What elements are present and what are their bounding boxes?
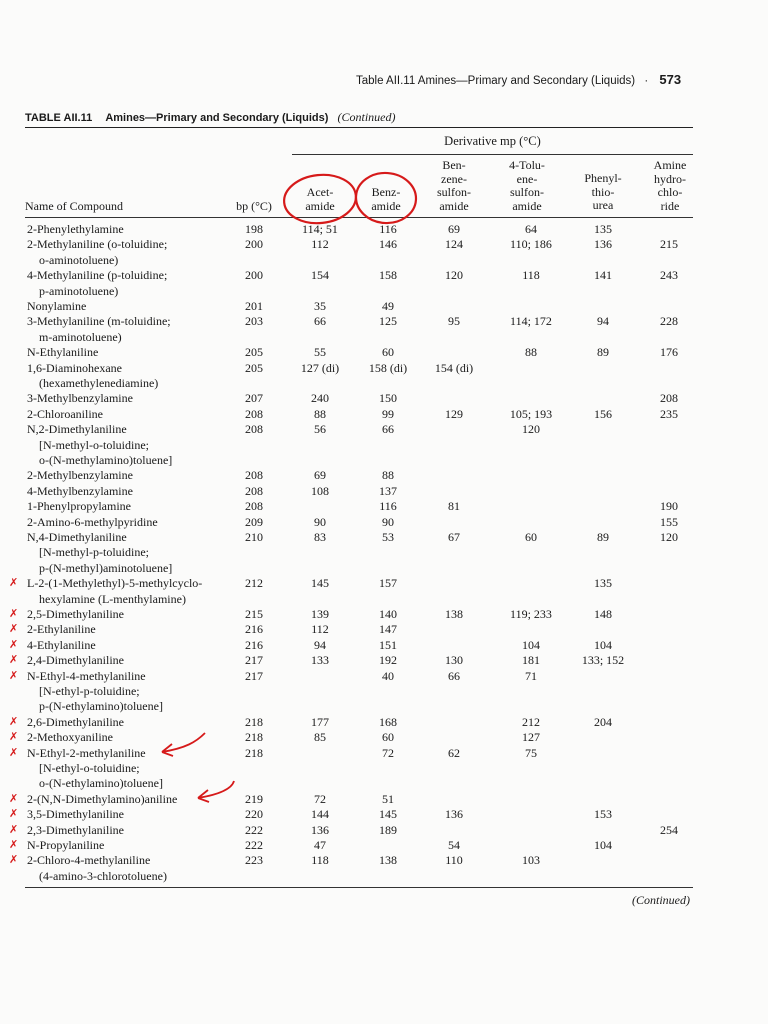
compound-name-line: [N-methyl-p-toluidine;: [39, 545, 149, 560]
benzamide-circle: [354, 171, 417, 225]
arrow-dimethylamino-aniline: [198, 781, 234, 802]
table-continued-note: (Continued): [337, 110, 396, 124]
col-header-line: hydro-: [654, 171, 686, 186]
toluenesulfonamide-cell: 118: [522, 268, 540, 283]
handwritten-x-mark: ✗: [9, 637, 19, 651]
compound-name-line: o-(N-methylamino)toluene]: [39, 453, 173, 467]
benzenesulfonamide-cell: 136: [445, 807, 463, 822]
phenylthiourea-cell: 204: [594, 714, 612, 729]
bp-cell: 208: [245, 406, 263, 421]
toluenesulfonamide-cell: 75: [525, 745, 537, 760]
toluenesulfonamide-cell: 127: [522, 730, 540, 745]
hydrochloride-cell: 235: [660, 406, 678, 421]
benzamide-cell: 72: [382, 745, 394, 760]
compound-name-line: hexylamine (L-menthylamine): [39, 591, 186, 606]
bp-cell: 216: [245, 637, 263, 652]
compound-name-line: N-Ethyl-4-methylaniline: [27, 668, 146, 683]
footer-continued: (Continued): [632, 893, 690, 907]
compound-name-line: 2,4-Dimethylaniline: [27, 653, 124, 668]
compound-name-line: 3-Methylaniline (m-toluidine;: [27, 314, 171, 329]
bp-cell: 222: [245, 838, 263, 852]
acetamide-cell: 55: [314, 345, 326, 360]
col-header-line: amide: [371, 198, 401, 213]
toluenesulfonamide-cell: 181: [522, 653, 540, 668]
toluenesulfonamide-cell: 60: [525, 530, 537, 544]
compound-name-line: 2-Phenylethylamine: [27, 222, 124, 236]
col-header-line: chlo-: [657, 185, 683, 199]
benzamide-cell: 40: [382, 668, 394, 683]
toluenesulfonamide-cell: 212: [522, 714, 540, 729]
toluenesulfonamide-cell: 110; 186: [510, 237, 552, 252]
acetamide-cell: 118: [311, 853, 329, 868]
hydrochloride-cell: 254: [660, 822, 678, 837]
compound-name-line: p-(N-ethylamino)toluene]: [39, 699, 163, 714]
bp-cell: 208: [245, 422, 263, 437]
benzamide-cell: 137: [379, 483, 397, 498]
compound-name-line: N-Ethyl-2-methylaniline: [27, 745, 146, 760]
benzamide-cell: 189: [379, 822, 397, 837]
bp-cell: 219: [245, 791, 263, 806]
benzamide-cell: 157: [379, 576, 397, 591]
col-header-line: sulfon-: [510, 185, 544, 199]
benzenesulfonamide-cell: 62: [448, 745, 460, 760]
col-header-line: thio-: [591, 184, 615, 199]
benzamide-cell: 53: [382, 530, 394, 544]
compound-name-line: Nonylamine: [27, 299, 87, 313]
acetamide-cell: 94: [314, 637, 326, 652]
compound-name-line: 2-Ethylaniline: [27, 622, 96, 637]
handwritten-x-mark: ✗: [9, 714, 19, 728]
acetamide-cell: 177: [311, 714, 329, 729]
acetamide-cell: 139: [311, 607, 329, 621]
handwritten-x-mark: ✗: [9, 853, 19, 867]
bp-cell: 218: [245, 714, 263, 729]
benzamide-cell: 88: [382, 468, 394, 483]
benzamide-cell: 116: [379, 499, 397, 514]
benzamide-cell: 51: [382, 791, 394, 806]
acetamide-cell: 114; 51: [302, 222, 338, 236]
derivative-header: Derivative mp (°C): [444, 134, 541, 148]
compound-name-line: [N-ethyl-p-toluidine;: [39, 684, 140, 698]
benzamide-cell: 168: [379, 714, 397, 729]
compound-name-line: (hexamethylenediamine): [39, 376, 159, 390]
benzamide-cell: 90: [382, 514, 394, 529]
bp-cell: 210: [245, 530, 263, 544]
acetamide-cell: 72: [314, 791, 326, 806]
phenylthiourea-cell: 89: [597, 345, 609, 360]
compound-name-line: N-Propylaniline: [27, 838, 105, 852]
bp-cell: 200: [245, 237, 263, 252]
col-header-name: Name of Compound: [25, 199, 123, 213]
benzenesulfonamide-cell: 67: [448, 530, 460, 544]
page-number: 573: [659, 72, 682, 87]
col-header-line: ene-: [516, 171, 538, 186]
handwritten-x-mark: ✗: [9, 807, 19, 821]
acetamide-cell: 47: [314, 838, 326, 852]
col-header-line: Ben-: [442, 158, 466, 172]
acetamide-cell: 145: [311, 576, 329, 591]
compound-name-line: 3-Methylbenzylamine: [27, 391, 133, 406]
bp-cell: 215: [245, 607, 263, 621]
compound-name-line: 2-Methoxyaniline: [27, 730, 113, 745]
phenylthiourea-cell: 135: [594, 576, 612, 591]
bp-cell: 218: [245, 745, 263, 760]
acetamide-cell: 144: [311, 807, 329, 822]
compound-name-line: 4-Methylbenzylamine: [27, 483, 133, 498]
phenylthiourea-cell: 89: [597, 530, 609, 544]
compound-name-line: 2,5-Dimethylaniline: [27, 607, 124, 621]
acetamide-cell: 66: [314, 314, 326, 329]
bp-cell: 220: [245, 807, 263, 822]
acetamide-cell: 83: [314, 530, 326, 544]
toluenesulfonamide-cell: 120: [522, 422, 540, 437]
bp-cell: 208: [245, 499, 263, 514]
col-header-line: sulfon-: [437, 185, 471, 199]
toluenesulfonamide-cell: 103: [522, 853, 540, 868]
table-heading: Amines—Primary and Secondary (Liquids): [105, 112, 329, 124]
running-head-separator: ·: [644, 75, 649, 87]
benzamide-cell: 140: [379, 607, 397, 621]
compound-name-line: 2,3-Dimethylaniline: [27, 822, 124, 837]
phenylthiourea-cell: 104: [594, 838, 612, 852]
compound-name-line: [N-ethyl-o-toluidine;: [39, 761, 140, 775]
benzenesulfonamide-cell: 110: [445, 853, 463, 868]
benzenesulfonamide-cell: 81: [448, 499, 460, 514]
benzenesulfonamide-cell: 138: [445, 607, 463, 621]
compound-name-line: 2-(N,N-Dimethylamino)aniline: [27, 791, 178, 806]
bp-cell: 207: [245, 391, 263, 406]
bp-cell: 208: [245, 468, 263, 483]
hydrochloride-cell: 228: [660, 314, 678, 329]
acetamide-cell: 127 (di): [300, 360, 340, 375]
acetamide-circle: [282, 171, 359, 226]
hydrochloride-cell: 215: [660, 237, 678, 252]
compound-name-line: [N-methyl-o-toluidine;: [39, 437, 149, 452]
col-header-line: Amine: [653, 158, 687, 172]
compound-name-line: p-(N-methyl)aminotoluene]: [39, 560, 173, 575]
bp-cell: 209: [245, 514, 263, 529]
compound-name-line: 1,6-Diaminohexane: [27, 360, 122, 375]
handwritten-x-mark: ✗: [9, 653, 19, 667]
benzenesulfonamide-cell: 66: [448, 668, 460, 683]
benzamide-cell: 138: [379, 853, 397, 868]
benzamide-cell: 158: [379, 268, 397, 283]
benzamide-cell: 125: [379, 314, 397, 329]
compound-name-line: 1-Phenylpropylamine: [27, 499, 131, 514]
col-header-line: Benz-: [371, 185, 401, 199]
hydrochloride-cell: 176: [660, 345, 678, 360]
compound-name-line: L-2-(1-Methylethyl)-5-methylcyclo-: [27, 576, 203, 591]
compound-name-line: 2-Chloroaniline: [27, 406, 103, 421]
handwritten-x-mark: ✗: [9, 838, 19, 851]
bp-cell: 198: [245, 222, 263, 236]
phenylthiourea-cell: 104: [594, 637, 612, 652]
toluenesulfonamide-cell: 71: [525, 668, 537, 683]
col-header-line: 4-Tolu-: [509, 158, 545, 172]
handwritten-x-mark: ✗: [9, 730, 19, 744]
hydrochloride-cell: 243: [660, 268, 678, 283]
handwritten-x-mark: ✗: [9, 622, 19, 636]
benzamide-cell: 145: [379, 807, 397, 822]
compound-name-line: 2,6-Dimethylaniline: [27, 714, 124, 729]
bp-cell: 216: [245, 622, 263, 637]
bp-cell: 205: [245, 345, 263, 360]
col-header-line: ride: [660, 198, 680, 213]
benzenesulfonamide-cell: 54: [448, 838, 460, 852]
col-header-line: Phenyl-: [584, 171, 622, 185]
acetamide-cell: 133: [311, 653, 329, 668]
col-header-line: amide: [512, 198, 542, 213]
handwritten-x-mark: ✗: [9, 791, 19, 805]
acetamide-cell: 69: [314, 468, 326, 483]
benzamide-cell: 116: [379, 222, 397, 236]
benzamide-cell: 192: [379, 653, 397, 668]
benzamide-cell: 150: [379, 391, 397, 406]
phenylthiourea-cell: 94: [597, 314, 609, 329]
compound-name-line: 2-Methylaniline (o-toluidine;: [27, 237, 168, 252]
compound-name-line: (4-amino-3-chlorotoluene): [39, 868, 167, 883]
handwritten-x-mark: ✗: [9, 822, 19, 836]
col-header-line: Acet-: [306, 185, 334, 199]
compound-name-line: 4-Ethylaniline: [27, 637, 96, 652]
benzamide-cell: 66: [382, 422, 394, 437]
phenylthiourea-cell: 156: [594, 406, 612, 421]
table-label: TABLE AII.11: [25, 112, 93, 124]
benzamide-cell: 60: [382, 345, 394, 360]
hydrochloride-cell: 155: [660, 514, 678, 529]
phenylthiourea-cell: 148: [594, 607, 612, 621]
acetamide-cell: 112: [311, 622, 329, 637]
toluenesulfonamide-cell: 88: [525, 345, 537, 360]
col-header-line: zene-: [441, 171, 467, 186]
compound-name-line: 4-Methylaniline (p-toluidine;: [27, 268, 168, 283]
bp-cell: 212: [245, 576, 263, 591]
benzenesulfonamide-cell: 129: [445, 406, 463, 421]
compound-name-line: 3,5-Dimethylaniline: [27, 807, 124, 822]
benzamide-cell: 158 (di): [368, 360, 408, 375]
compound-name-line: o-aminotoluene): [39, 252, 119, 267]
hydrochloride-cell: 190: [660, 499, 678, 514]
compound-name-line: 2-Amino-6-methylpyridine: [27, 514, 158, 529]
col-header-line: urea: [592, 198, 614, 212]
toluenesulfonamide-cell: 64: [525, 222, 537, 236]
acetamide-cell: 35: [314, 299, 326, 313]
acetamide-cell: 240: [311, 391, 329, 406]
bp-cell: 208: [245, 483, 263, 498]
compound-name-line: N,4-Dimethylaniline: [27, 530, 127, 544]
bp-cell: 222: [245, 822, 263, 837]
acetamide-cell: 90: [314, 514, 326, 529]
benzenesulfonamide-cell: 154 (di): [434, 360, 474, 375]
bp-cell: 218: [245, 730, 263, 745]
acetamide-cell: 154: [311, 268, 329, 283]
phenylthiourea-cell: 135: [594, 222, 612, 236]
benzamide-cell: 99: [382, 406, 394, 421]
acetamide-cell: 108: [311, 483, 329, 498]
hydrochloride-cell: 120: [660, 530, 678, 544]
benzenesulfonamide-cell: 130: [445, 653, 463, 668]
toluenesulfonamide-cell: 104: [522, 637, 540, 652]
bp-cell: 205: [245, 360, 263, 375]
acetamide-cell: 85: [314, 730, 326, 745]
bp-cell: 217: [245, 653, 263, 668]
acetamide-cell: 136: [311, 822, 329, 837]
compound-name-line: m-aminotoluene): [39, 329, 122, 344]
bp-cell: 217: [245, 668, 263, 683]
toluenesulfonamide-cell: 119; 233: [510, 607, 552, 621]
handwritten-x-mark: ✗: [9, 576, 19, 590]
benzamide-cell: 147: [379, 622, 397, 637]
acetamide-cell: 88: [314, 406, 326, 421]
handwritten-x-mark: ✗: [9, 745, 19, 759]
compound-name-line: N-Ethylaniline: [27, 345, 99, 360]
benzenesulfonamide-cell: 69: [448, 222, 460, 236]
benzamide-cell: 49: [382, 299, 394, 313]
toluenesulfonamide-cell: 114; 172: [510, 314, 552, 329]
phenylthiourea-cell: 153: [594, 807, 612, 822]
compound-name-line: o-(N-ethylamino)toluene]: [39, 776, 163, 791]
bp-cell: 223: [245, 853, 263, 868]
toluenesulfonamide-cell: 105; 193: [509, 406, 553, 421]
benzamide-cell: 146: [379, 237, 397, 252]
acetamide-cell: 112: [311, 237, 329, 252]
handwritten-x-mark: ✗: [9, 607, 19, 620]
benzenesulfonamide-cell: 124: [445, 237, 463, 252]
col-header-line: amide: [439, 198, 469, 213]
compound-name-line: N,2-Dimethylaniline: [27, 422, 127, 437]
col-header-bp: bp (°C): [236, 199, 272, 213]
handwritten-x-mark: ✗: [9, 668, 19, 682]
benzamide-cell: 151: [379, 637, 397, 652]
bp-cell: 201: [245, 299, 263, 313]
benzenesulfonamide-cell: 120: [445, 268, 463, 283]
bp-cell: 203: [245, 314, 263, 329]
compound-name-line: p-aminotoluene): [39, 283, 119, 298]
compound-name-line: 2-Methylbenzylamine: [27, 468, 133, 483]
running-head-title: Table AII.11 Amines—Primary and Secondary (Liquids): [356, 75, 636, 87]
phenylthiourea-cell: 136: [594, 237, 612, 252]
compound-name-line: 2-Chloro-4-methylaniline: [27, 853, 151, 868]
bp-cell: 200: [245, 268, 263, 283]
phenylthiourea-cell: 133; 152: [581, 653, 625, 668]
acetamide-cell: 56: [314, 422, 326, 437]
arrow-ethyl-methylaniline: [162, 733, 205, 756]
col-header-line: amide: [305, 198, 335, 213]
phenylthiourea-cell: 141: [594, 268, 612, 283]
benzamide-cell: 60: [382, 730, 394, 745]
hydrochloride-cell: 208: [660, 391, 678, 406]
benzenesulfonamide-cell: 95: [448, 314, 460, 329]
